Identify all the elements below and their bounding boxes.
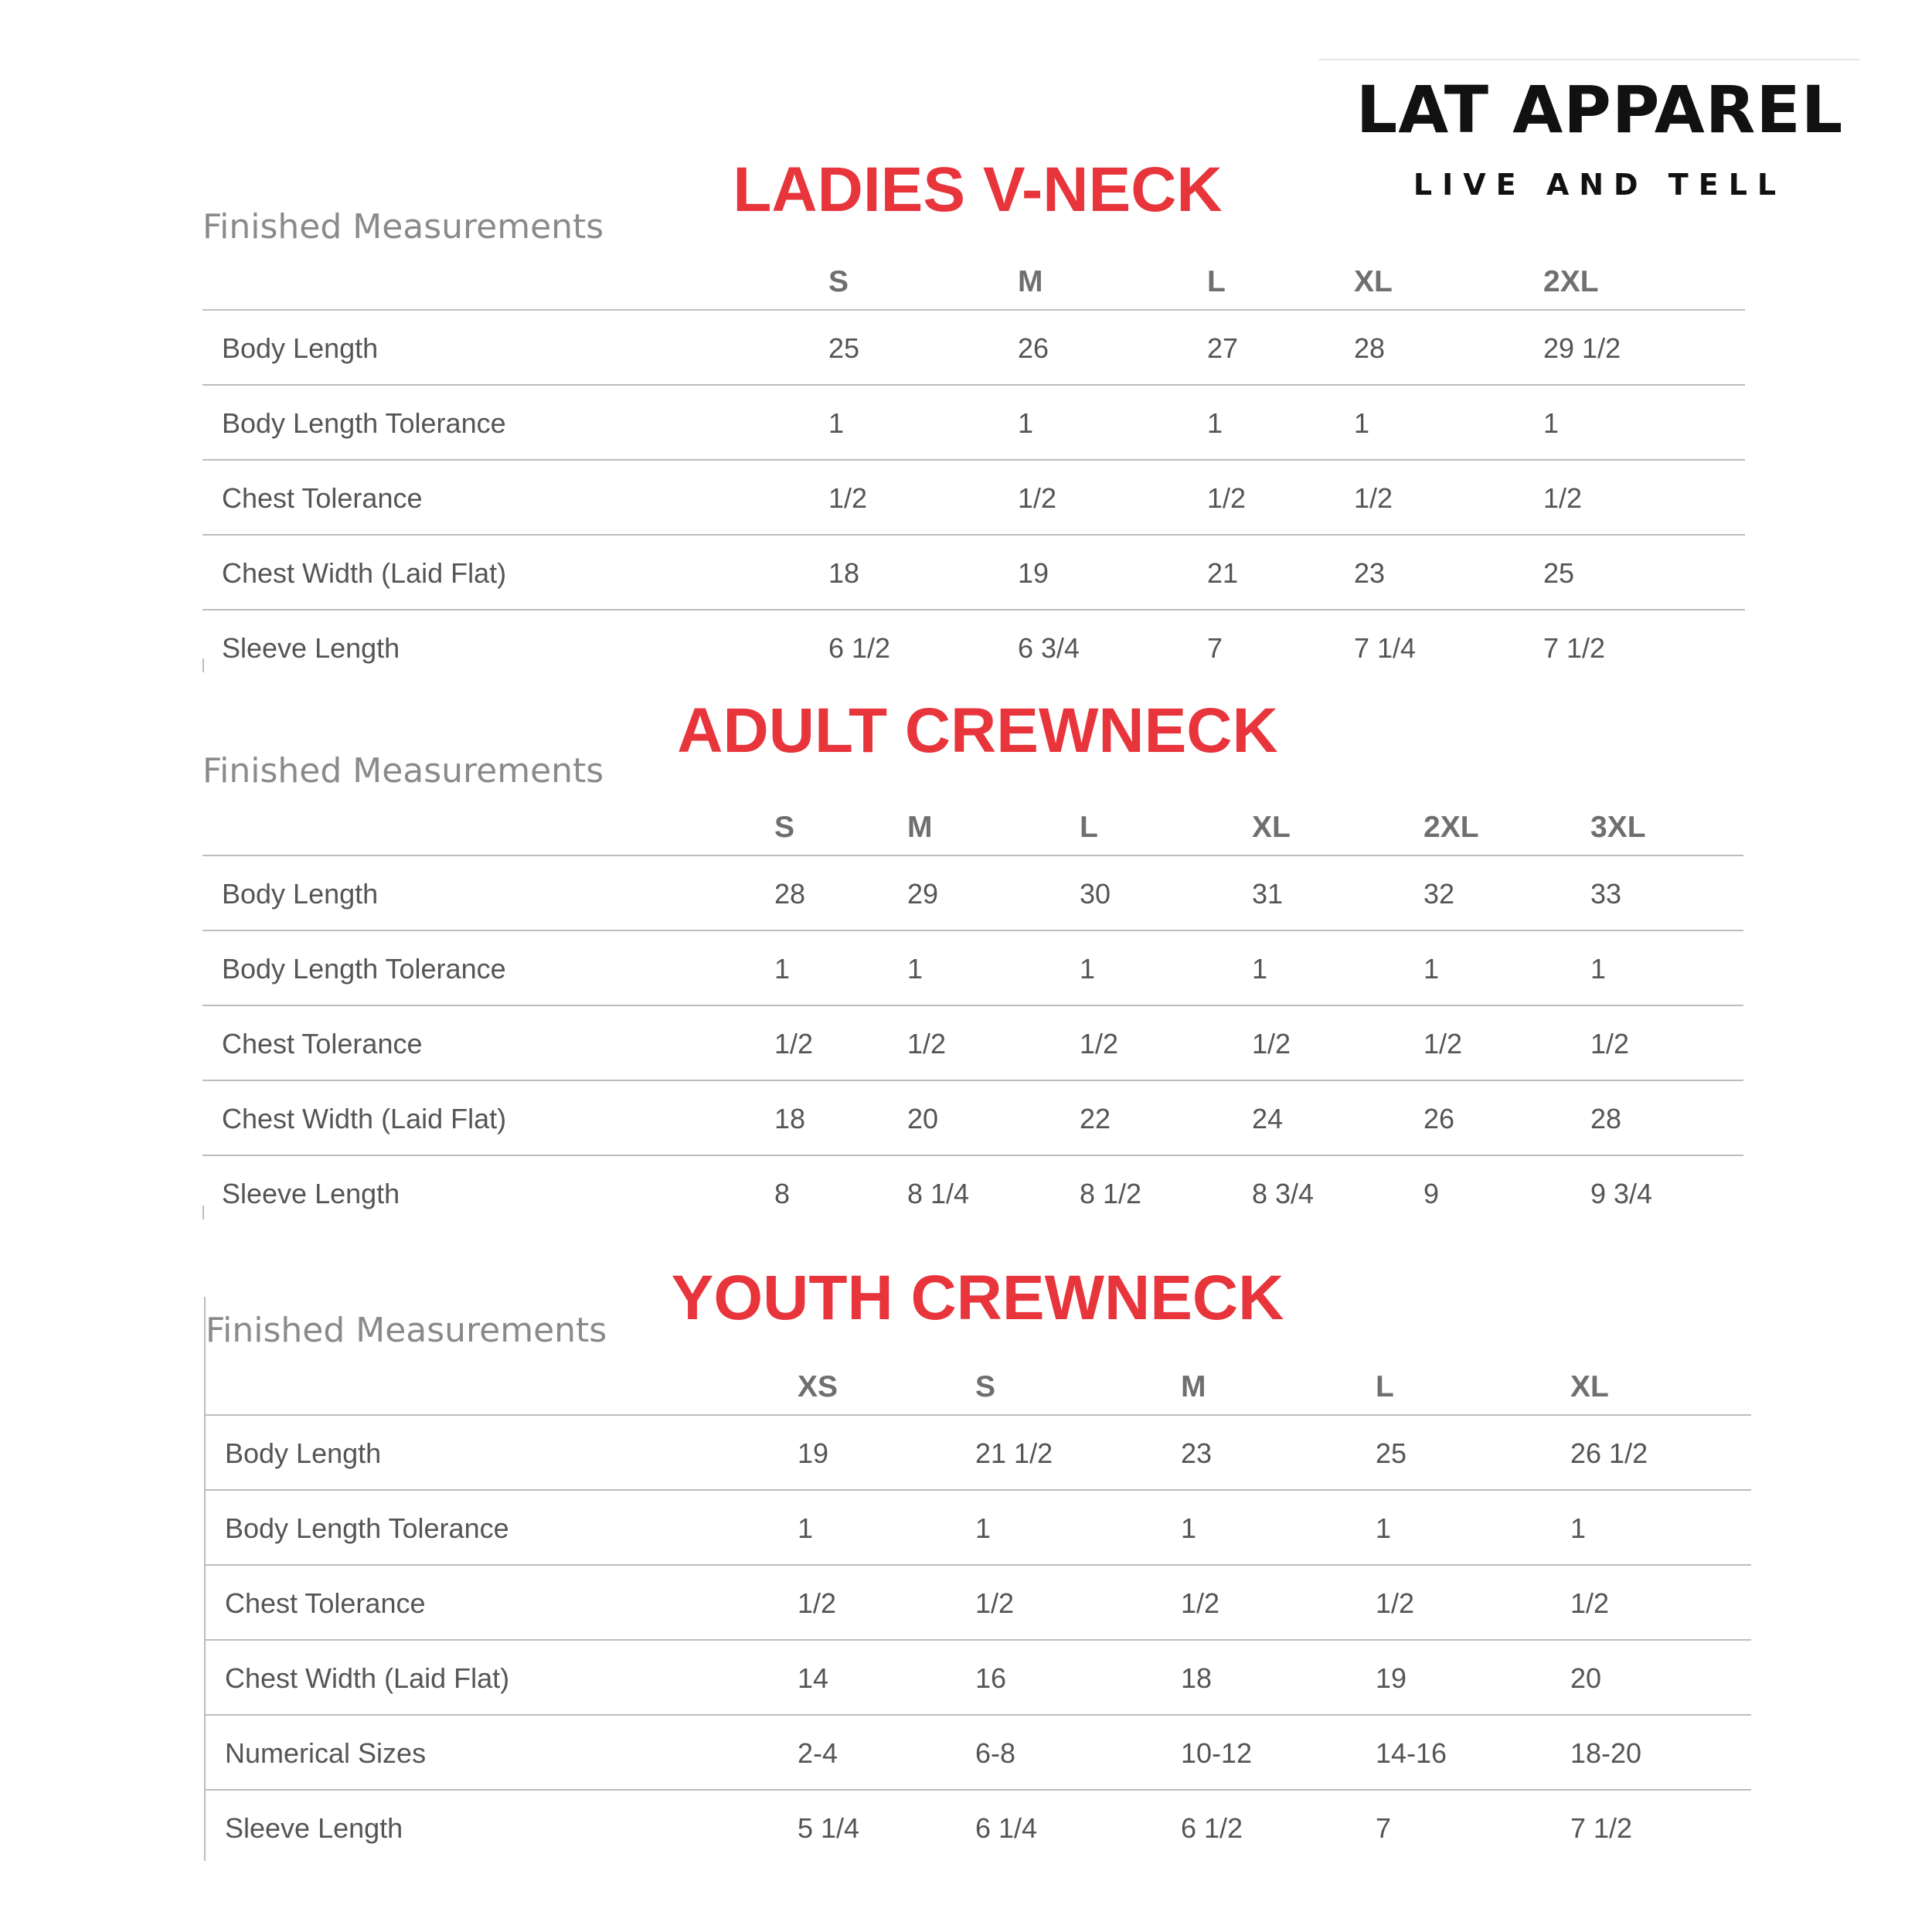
brand-divider — [1318, 59, 1859, 60]
youth-size-header-xl: XL — [1570, 1370, 1609, 1403]
measurement-value: 1/2 — [1570, 1587, 1610, 1619]
measurement-value: 32 — [1423, 878, 1455, 910]
measurement-value: 14 — [798, 1662, 829, 1694]
youth-row-chest-width-laid-flat — [206, 1641, 1751, 1716]
youth-row-sleeve-length — [206, 1791, 1751, 1864]
brand-logo-name: LAT APPAREL — [1355, 72, 1844, 148]
youth-row-body-length — [206, 1416, 1751, 1491]
measurement-value: 1 — [1423, 953, 1440, 985]
measurement-value: 19 — [1018, 557, 1049, 589]
adult-size-header-l: L — [1080, 811, 1098, 844]
measurement-value: 5 1/4 — [798, 1812, 860, 1844]
youth-finished-measurements-label: Finished Measurements — [206, 1311, 607, 1350]
measurement-value: 21 1/2 — [975, 1437, 1053, 1469]
ladies-size-table — [202, 249, 1745, 684]
youth-row-chest-tolerance — [206, 1566, 1751, 1641]
measurement-value: 24 — [1252, 1103, 1284, 1134]
measurement-value: 25 — [1543, 557, 1575, 589]
row-label: Body Length — [222, 878, 379, 910]
ladies-table-header — [202, 249, 1745, 311]
adult-table-header — [202, 794, 1743, 856]
row-label: Sleeve Length — [222, 632, 400, 664]
youth-section-title: YOUTH CREWNECK — [671, 1263, 1284, 1333]
youth-row-body-length-tolerance — [206, 1491, 1751, 1566]
measurement-value: 16 — [975, 1662, 1007, 1694]
measurement-value: 1/2 — [907, 1028, 947, 1060]
row-label: Chest Tolerance — [222, 482, 423, 514]
ladies-size-header-m: M — [1018, 265, 1043, 298]
measurement-value: 1 — [1207, 407, 1223, 439]
measurement-value: 1 — [828, 407, 845, 439]
measurement-value: 23 — [1181, 1437, 1213, 1469]
measurement-value: 25 — [1376, 1437, 1407, 1469]
adult-size-header-2xl: 2XL — [1423, 811, 1479, 844]
row-label: Chest Tolerance — [222, 1028, 423, 1060]
measurement-value: 1/2 — [1376, 1587, 1415, 1619]
adult-size-table — [202, 794, 1743, 1230]
measurement-value: 1/2 — [1543, 482, 1583, 514]
adult-size-header-s: S — [774, 811, 795, 844]
measurement-value: 1 — [907, 953, 923, 985]
measurement-value: 31 — [1252, 878, 1284, 910]
measurement-value: 18-20 — [1570, 1737, 1642, 1769]
measurement-value: 22 — [1080, 1103, 1111, 1134]
measurement-value: 1 — [1543, 407, 1560, 439]
measurement-value: 1/2 — [1590, 1028, 1630, 1060]
adult-finished-measurements-label: Finished Measurements — [202, 751, 604, 791]
measurement-value: 8 1/2 — [1080, 1178, 1142, 1209]
ladies-row-chest-tolerance — [202, 461, 1745, 536]
row-label: Body Length Tolerance — [225, 1512, 509, 1544]
measurement-value: 14-16 — [1376, 1737, 1447, 1769]
ladies-finished-measurements-label: Finished Measurements — [202, 207, 604, 247]
measurement-value: 1 — [1080, 953, 1096, 985]
measurement-value: 7 — [1207, 632, 1223, 664]
measurement-value: 6 1/4 — [975, 1812, 1038, 1844]
measurement-value: 29 — [907, 878, 939, 910]
measurement-value: 23 — [1354, 557, 1386, 589]
row-label: Body Length Tolerance — [222, 407, 506, 439]
measurement-value: 8 — [774, 1178, 791, 1209]
measurement-value: 1 — [1252, 953, 1268, 985]
ladies-size-header-s: S — [828, 265, 849, 298]
row-label: Body Length — [225, 1437, 382, 1469]
adult-section-title: ADULT CREWNECK — [677, 696, 1278, 766]
measurement-value: 21 — [1207, 557, 1239, 589]
measurement-value: 8 1/4 — [907, 1178, 970, 1209]
row-label: Chest Tolerance — [225, 1587, 426, 1619]
measurement-value: 1/2 — [1354, 482, 1393, 514]
measurement-value: 28 — [1590, 1103, 1622, 1134]
measurement-value: 7 1/2 — [1543, 632, 1606, 664]
measurement-value: 1 — [798, 1512, 814, 1544]
measurement-value: 1 — [975, 1512, 992, 1544]
measurement-value: 1 — [1181, 1512, 1197, 1544]
ladies-row-body-length-tolerance — [202, 386, 1745, 461]
row-label: Chest Width (Laid Flat) — [222, 1103, 507, 1134]
measurement-value: 28 — [1354, 332, 1386, 364]
adult-row-sleeve-length — [202, 1156, 1743, 1230]
measurement-value: 7 1/4 — [1354, 632, 1417, 664]
row-label: Numerical Sizes — [225, 1737, 427, 1769]
measurement-value: 6 1/2 — [1181, 1812, 1243, 1844]
youth-size-header-l: L — [1376, 1370, 1394, 1403]
youth-table-header — [206, 1354, 1751, 1416]
measurement-value: 1/2 — [774, 1028, 814, 1060]
measurement-value: 26 — [1018, 332, 1049, 364]
measurement-value: 19 — [798, 1437, 829, 1469]
ladies-size-header-l: L — [1207, 265, 1226, 298]
measurement-value: 33 — [1590, 878, 1622, 910]
measurement-value: 26 — [1423, 1103, 1455, 1134]
measurement-value: 2-4 — [798, 1737, 838, 1769]
measurement-value: 1/2 — [1423, 1028, 1463, 1060]
measurement-value: 10-12 — [1181, 1737, 1253, 1769]
measurement-value: 20 — [907, 1103, 939, 1134]
measurement-value: 6 1/2 — [828, 632, 891, 664]
youth-size-header-xs: XS — [798, 1370, 838, 1403]
measurement-value: 1/2 — [1252, 1028, 1291, 1060]
measurement-value: 18 — [1181, 1662, 1213, 1694]
measurement-value: 8 3/4 — [1252, 1178, 1315, 1209]
measurement-value: 1/2 — [1207, 482, 1247, 514]
ladies-row-body-length — [202, 311, 1745, 386]
adult-row-chest-tolerance — [202, 1006, 1743, 1081]
measurement-value: 1/2 — [975, 1587, 1015, 1619]
row-label: Body Length Tolerance — [222, 953, 506, 985]
row-label: Sleeve Length — [225, 1812, 403, 1844]
measurement-value: 26 1/2 — [1570, 1437, 1648, 1469]
youth-size-header-s: S — [975, 1370, 996, 1403]
adult-row-body-length — [202, 856, 1743, 931]
ladies-section-title: LADIES V-NECK — [733, 155, 1223, 225]
measurement-value: 7 1/2 — [1570, 1812, 1633, 1844]
measurement-value: 1/2 — [1080, 1028, 1119, 1060]
measurement-value: 7 — [1376, 1812, 1392, 1844]
adult-size-header-3xl: 3XL — [1590, 811, 1646, 844]
measurement-value: 30 — [1080, 878, 1111, 910]
measurement-value: 19 — [1376, 1662, 1407, 1694]
measurement-value: 25 — [828, 332, 860, 364]
measurement-value: 18 — [774, 1103, 806, 1134]
measurement-value: 1/2 — [828, 482, 868, 514]
row-label: Chest Width (Laid Flat) — [222, 557, 507, 589]
measurement-value: 1 — [774, 953, 791, 985]
measurement-value: 20 — [1570, 1662, 1602, 1694]
ladies-size-header-2xl: 2XL — [1543, 265, 1599, 298]
measurement-value: 27 — [1207, 332, 1239, 364]
youth-size-table — [206, 1354, 1751, 1864]
measurement-value: 1 — [1018, 407, 1034, 439]
ladies-row-sleeve-length — [202, 611, 1745, 684]
row-label: Sleeve Length — [222, 1178, 400, 1209]
measurement-value: 18 — [828, 557, 860, 589]
measurement-value: 1 — [1590, 953, 1607, 985]
measurement-value: 9 — [1423, 1178, 1440, 1209]
youth-row-numerical-sizes — [206, 1716, 1751, 1791]
measurement-value: 1 — [1354, 407, 1370, 439]
measurement-value: 6 3/4 — [1018, 632, 1080, 664]
adult-size-header-m: M — [907, 811, 933, 844]
measurement-value: 9 3/4 — [1590, 1178, 1653, 1209]
youth-size-header-m: M — [1181, 1370, 1206, 1403]
measurement-value: 6-8 — [975, 1737, 1016, 1769]
ladies-row-chest-width-laid-flat — [202, 536, 1745, 611]
measurement-value: 1/2 — [798, 1587, 837, 1619]
row-label: Body Length — [222, 332, 379, 364]
row-label: Chest Width (Laid Flat) — [225, 1662, 510, 1694]
adult-row-body-length-tolerance — [202, 931, 1743, 1006]
measurement-value: 1/2 — [1018, 482, 1057, 514]
measurement-value: 1 — [1376, 1512, 1392, 1544]
measurement-value: 29 1/2 — [1543, 332, 1621, 364]
adult-row-chest-width-laid-flat — [202, 1081, 1743, 1156]
measurement-value: 28 — [774, 878, 806, 910]
adult-size-header-xl: XL — [1252, 811, 1291, 844]
measurement-value: 1/2 — [1181, 1587, 1220, 1619]
brand-tagline: LIVE AND TELL — [1413, 168, 1787, 202]
measurement-value: 1 — [1570, 1512, 1587, 1544]
ladies-size-header-xl: XL — [1354, 265, 1393, 298]
